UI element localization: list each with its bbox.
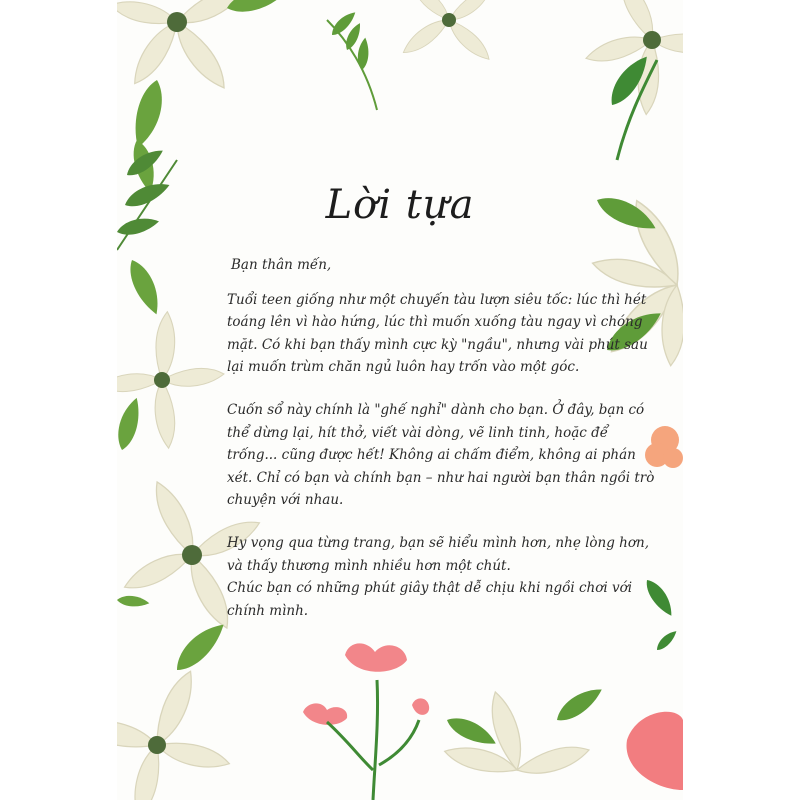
paragraph-3: Hy vọng qua từng trang, bạn sẽ hiểu mình hơn, nhẹ lòng hơn, và thấy thương mình nhiều hơn một chút. <box>227 534 649 574</box>
flower-center-top-center <box>442 13 456 27</box>
paragraph-4: Chúc bạn có những phút giây thật dễ chịu khi ngồi chơi với chính mình. <box>227 580 633 619</box>
paragraph-2: Cuốn sổ này chính là "ghế nghỉ" dành cho bạn. Ở đây, bạn có thể dừng lại, hít thở, viết vài dòng, vẽ linh tinh, hoặc để trống... cũng được hết! Không ai chấm điểm, không ai phán xét. Chỉ có bạn và chính bạn – như hai người bạn thân ngồi trò chuyện với nhau. <box>227 401 655 509</box>
pink-flower-bottom-right <box>627 712 683 790</box>
book-page <box>117 0 683 800</box>
flower-top-right <box>584 0 683 116</box>
pink-flowers-bottom <box>303 643 429 725</box>
leaves-top-center <box>327 9 377 110</box>
flower-center-left-middle <box>154 372 170 388</box>
preface-body <box>227 254 659 642</box>
flower-center-top-left <box>167 12 187 32</box>
paragraph-1: Tuổi teen giống như một chuyến tàu lượn siêu tốc: lúc thì hét toáng lên vì hào hứng, lúc thì muốn xuống tàu ngay vì chóng mặt. Có khi bạn thấy mình cực kỳ "ngầu", nhưng vài phút sau lại muốn trùm chăn ngủ luôn hay trốn vào một góc. <box>227 291 648 376</box>
flower-center-top-right <box>643 31 661 49</box>
flower-center-left-lower <box>182 545 202 565</box>
pink-flower-stems <box>327 680 419 800</box>
greeting-text: Bạn thân mến, <box>231 257 332 273</box>
leaves-bottom-center <box>444 683 607 752</box>
flower-center-bottom-left <box>148 736 166 754</box>
flower-top-center <box>398 0 495 66</box>
flower-bottom-left <box>117 668 232 800</box>
page-title: Lời tựa <box>325 182 475 228</box>
